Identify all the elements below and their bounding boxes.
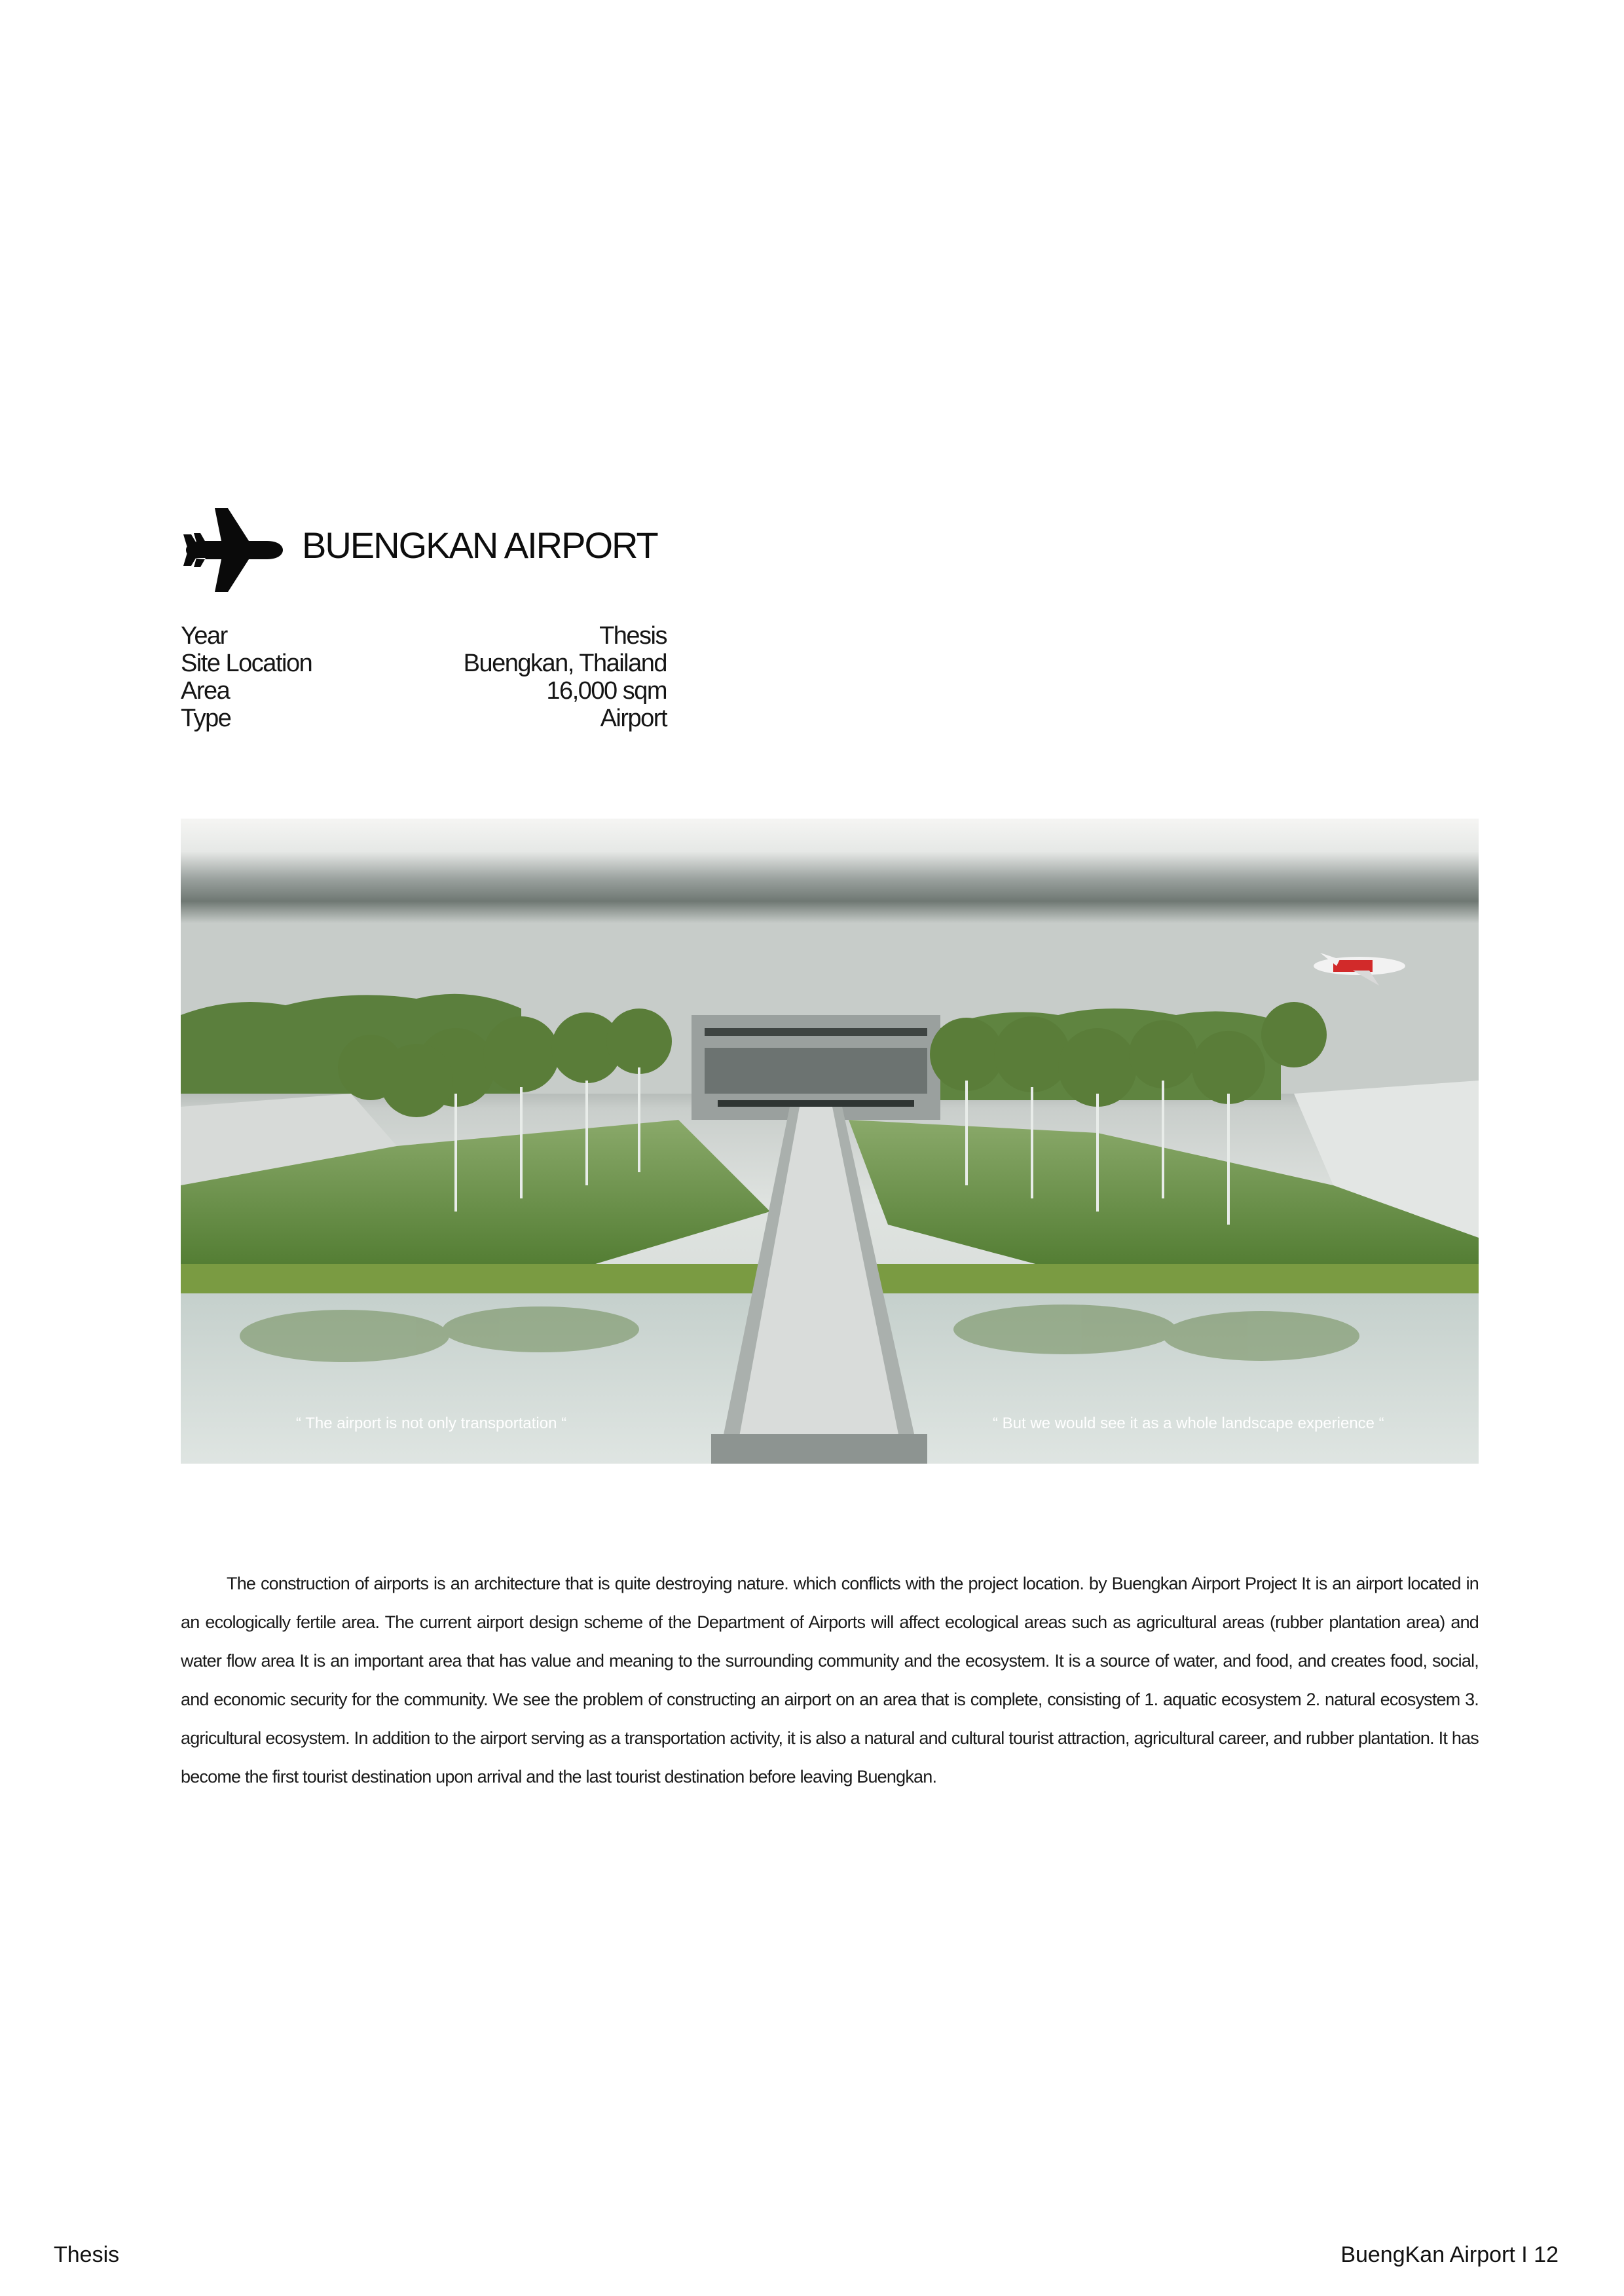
info-label: Year [181, 622, 227, 650]
info-row-area [181, 677, 667, 705]
render-caption-left: “ The airport is not only transportation “ [296, 1415, 567, 1432]
page-title: BUENGKAN AIRPORT [302, 525, 657, 566]
info-label: Type [181, 705, 231, 732]
airport-render-image [181, 819, 1479, 1464]
title-block [181, 504, 678, 596]
info-row-type [181, 705, 667, 732]
info-row-site-location [181, 650, 667, 677]
airplane-icon [181, 504, 286, 596]
footer-page-label: BuengKan Airport I 12 [1340, 2242, 1559, 2267]
render-illustration [181, 819, 1479, 1464]
info-label: Site Location [181, 650, 312, 677]
project-description: The construction of airports is an architecture that is quite destroying nature. which conflicts with the project location. by Buengkan Airport Project It is an airport located in an ecologically fertile area. The current airport design scheme of the Department of Airports will affect ecological areas such as agricultural areas (rubber plantation area) and water flow area It is an important area that has value and meaning to the surrounding community and the ecosystem. It is a source of water, and food, and creates food, social, and economic security for the community. We see the problem of constructing an airport on an area that is complete, consisting of 1. aquatic ecosystem 2. natural ecosystem 3. agricultural ecosystem. In addition to the airport serving as a transportation activity, it is also a natural and cultural tourist attraction, agricultural career, and rubber plantation. It has become the first tourist destination upon arrival and the last tourist destination before leaving Buengkan. [181, 1574, 1479, 1787]
info-value: Thesis [599, 622, 667, 650]
info-value: 16,000 sqm [546, 677, 667, 705]
info-value: Airport [600, 705, 667, 732]
render-caption-right: “ But we would see it as a whole landscape experience “ [993, 1415, 1384, 1432]
project-info-table [181, 622, 667, 732]
info-row-year [181, 622, 667, 650]
footer-section-label: Thesis [54, 2242, 120, 2267]
info-label: Area [181, 677, 230, 705]
info-value: Buengkan, Thailand [463, 650, 667, 677]
